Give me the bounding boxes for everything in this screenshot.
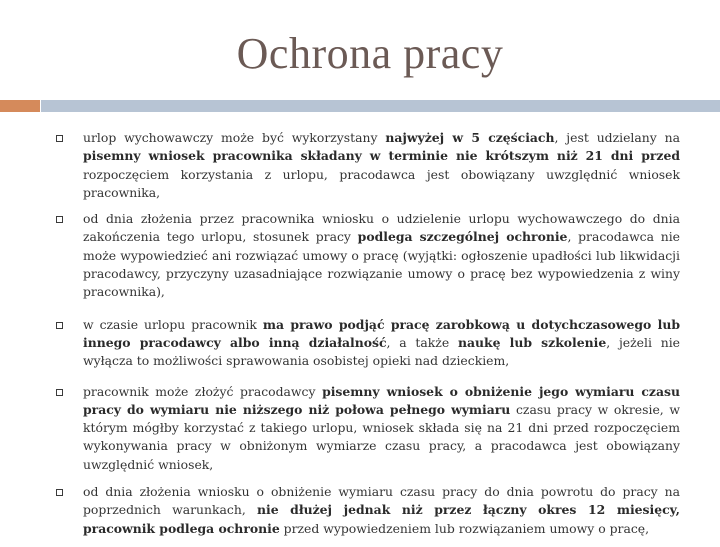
text-run: pracownik może złożyć pracodawcy — [83, 383, 323, 399]
list-item — [56, 483, 680, 538]
text-run-bold: pisemny wniosek o obniżenie jego wymiaru czasu pracy do wymiaru nie niższego niż połowa pełnego wymiaru — [83, 383, 680, 417]
text-run-bold: najwyżej w 5 częściach — [385, 130, 555, 145]
bullet-text — [83, 317, 680, 369]
text-run: , jeżeli nie wyłącza to możliwości sprawowania osobistej opieki nad dzieckiem, — [83, 334, 680, 369]
square-bullet-icon — [56, 216, 63, 223]
text-run: rozpoczęciem korzystania z urlopu, pracodawca jest obowiązany uwzględnić wniosek pracownika, — [83, 166, 680, 200]
slide-title: Ochrona pracy — [236, 29, 504, 78]
text-run-bold: nie dłużej jednak niż przez łączny okres 12 miesięcy, pracownik podlega ochronie — [83, 502, 680, 536]
text-run-bold: pisemny wniosek pracownika składany w terminie nie krótszym niż 21 dni przed — [83, 148, 680, 164]
text-run: , jest udzielany na — [554, 130, 680, 145]
list-item — [56, 210, 680, 301]
bullet-text — [83, 130, 680, 200]
bullet-text — [83, 484, 680, 536]
text-run: przed wypowiedzeniem lub rozwiązaniem umowy o pracę, — [279, 520, 650, 536]
bullet-text — [83, 211, 680, 299]
text-run: w czasie urlopu pracownik — [83, 316, 263, 332]
text-run: , a także — [386, 334, 458, 350]
square-bullet-icon — [56, 489, 63, 496]
text-run: czasu pracy w okresie, w którym mógłby korzystać z takiego urlopu, wniosek składa się na 21 dni przed rozpoczęciem wykonywania pracy w obniżonym wymiarze czasu pracy, a pracodawca jest obowiązany uwzględnić wniosek, — [83, 401, 680, 472]
text-run: od dnia złożenia przez pracownika wniosku o udzielenie urlopu wychowawczego do dnia zakończenia tego urlopu, stosunek pracy — [83, 211, 680, 245]
text-run: od dnia złożenia wniosku o obniżenie wymiaru czasu pracy do dnia powrotu do pracy na poprzednich warunkach, — [83, 484, 680, 518]
title-divider-accent — [0, 100, 40, 112]
square-bullet-icon — [56, 389, 63, 396]
bullet-list — [56, 129, 680, 547]
bullet-text — [83, 384, 680, 472]
text-run-bold: podlega szczególnej ochronie — [357, 229, 568, 245]
square-bullet-icon — [56, 135, 63, 142]
text-run: , pracodawca nie może wypowiedzieć ani rozwiązać umowy o pracę (wyjątki: ogłoszenie upadłości lub likwidacji pracodawcy, przyczyny uzasadniające rozwiązanie umowy o pracę bez wypowiedzenia z winy pracownika), — [83, 229, 680, 300]
list-item — [56, 129, 680, 202]
square-bullet-icon — [56, 322, 63, 329]
text-run-bold: naukę lub szkolenie — [457, 334, 607, 350]
list-item — [56, 383, 680, 474]
text-run: urlop wychowawczy może być wykorzystany — [83, 130, 386, 145]
list-item — [56, 316, 680, 371]
text-run-bold: ma prawo podjąć pracę zarobkową u dotychczasowego lub innego pracodawcy albo inną działalność — [83, 316, 680, 350]
title-divider-bar — [41, 100, 720, 112]
